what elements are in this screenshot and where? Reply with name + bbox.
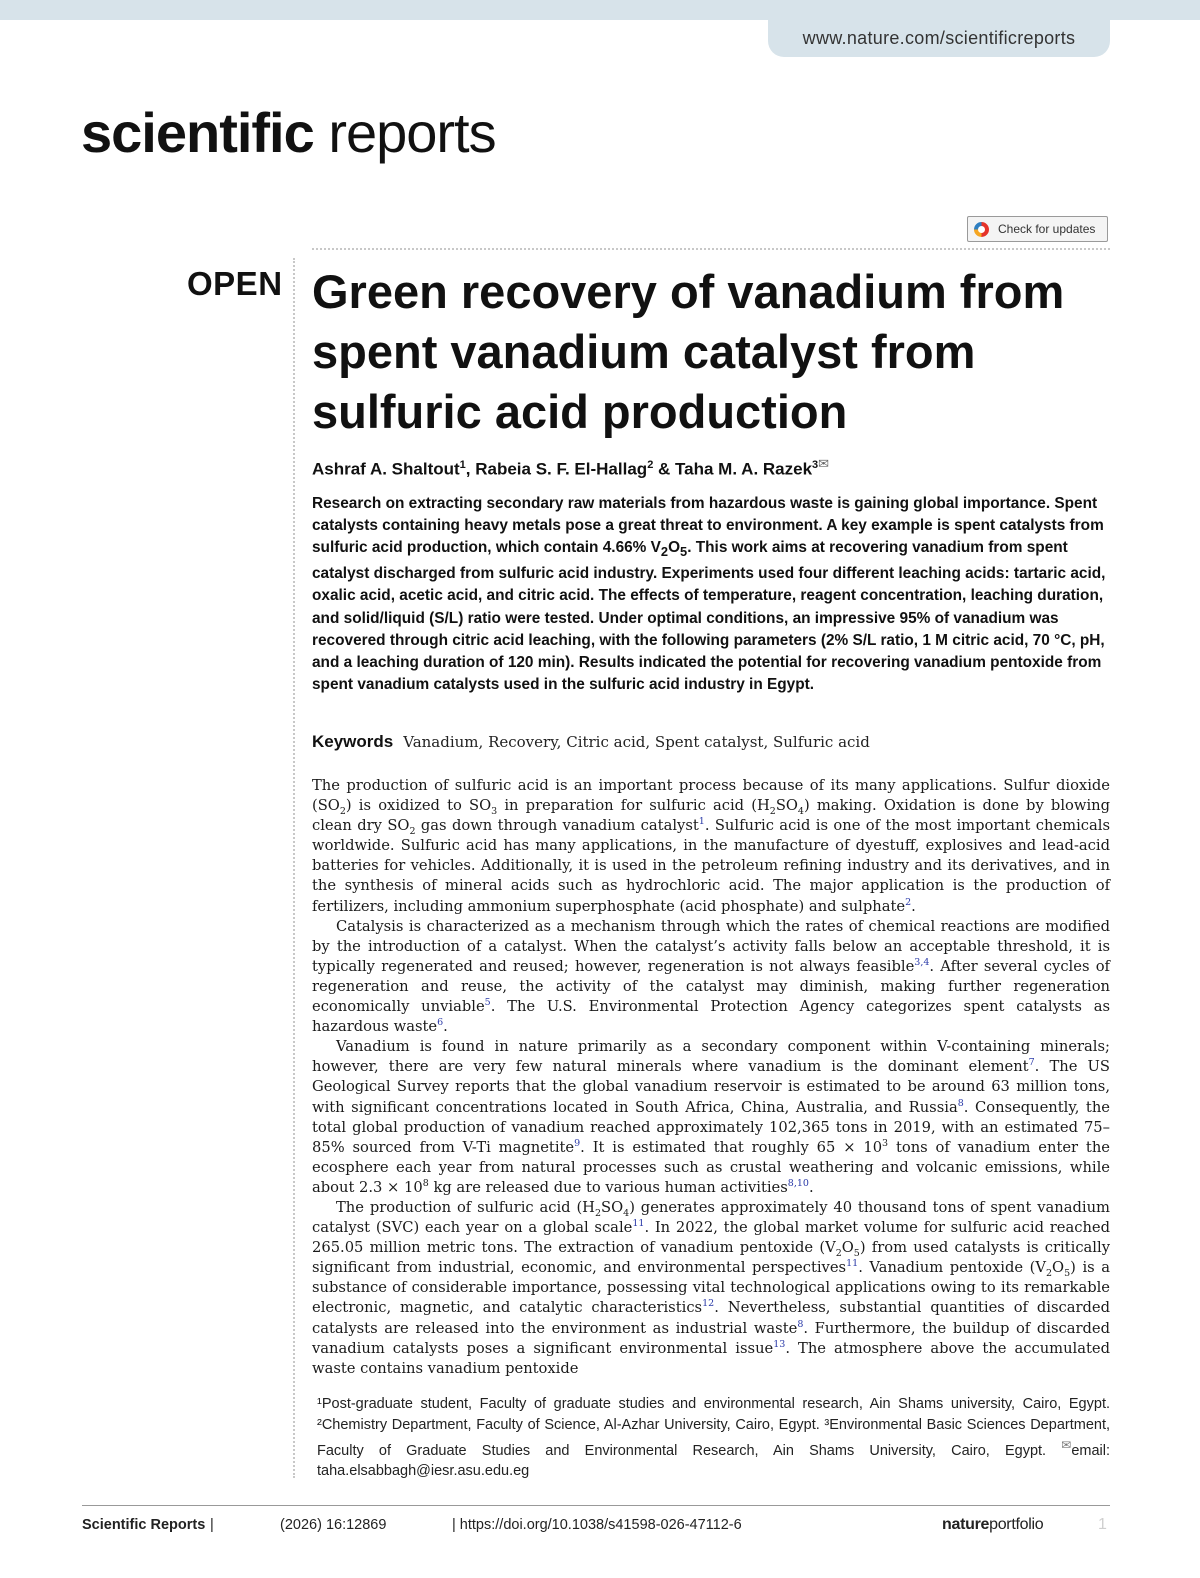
body-paragraph [312,917,1110,1038]
keywords-section [312,730,1110,754]
mail-icon[interactable]: ✉ [818,456,830,471]
body-text: . The US Geological Survey reports that the global vanadium reservoir is estimated to be around 63 million tons, with significant concentrations located in South Africa, China, Australia, and Russia [312,1058,1110,1116]
subscript: 2 [835,1248,842,1260]
body-text: SO [775,797,798,815]
body-text: ) generates approximately 40 thousand tons of spent vanadium catalyst (SVC) each year on a global scale [312,1198,1110,1237]
page-number: 1 [1098,1516,1107,1533]
citation-link[interactable]: 6 [437,1017,444,1029]
body-text: Catalysis is characterized as a mechanism through which the rates of chemical reactions are modified by the introduction of a catalyst. When the catalyst’s activity falls below an acceptable threshold, it is typically regenerated and reused; however, regeneration is not always feasible [312,917,1110,975]
top-bar [0,0,1200,20]
body-text: ) is a substance of considerable importance, possessing vital technological applications owing to its remarkable electronic, magnetic, and catalytic characteristics [312,1259,1111,1317]
author-separator: , [465,459,476,479]
body-text: SO [601,1198,624,1216]
body-text: . Vanadium pentoxide (V [858,1259,1046,1277]
subscript: 5 [1064,1268,1071,1280]
footer-volume: (2026) 16:12869 [280,1517,387,1533]
footer-divider [82,1505,1110,1506]
body-text: kg are released due to various human activities [428,1178,788,1196]
subscript: 2 [769,806,776,818]
check-for-updates-button[interactable] [967,216,1108,242]
exponent: 8 [422,1177,429,1189]
body-text: ) making. Oxidation is done by blowing clean dry SO [312,797,1111,835]
body-text: ) is oxidized to SO [345,797,492,815]
affiliations-text: ¹Post-graduate student, Faculty of graduate studies and environmental research, Ain Shams university, Cairo, Egypt. ²Chemistry Department, Faculty of Science, Al-Azhar University, Cairo, Egypt. ³Environmental Basic Sciences Department, Faculty of Graduate Studies and Environmental Research, Ain Shams University, Cairo, Egypt. [317,1396,1110,1459]
body-text: . The U.S. Environmental Protection Agency categorizes spent catalysts as hazardous waste [312,998,1110,1036]
logo-bold: scientific [81,101,314,164]
subscript: 5 [680,544,688,560]
nature-portfolio-logo [942,1515,1043,1535]
author-name[interactable]: Rabeia S. F. El-Hallag [475,459,648,479]
body-text: . The atmosphere above the accumulated waste contains vanadium pentoxide [312,1339,1110,1377]
journal-url-link[interactable]: www.nature.com/scientificreports [768,20,1110,57]
dotted-margin-rule [293,258,295,1478]
citation-link[interactable]: 8 [797,1318,804,1330]
footer-journal: Scientific Reports [82,1517,206,1533]
subscript: 5 [853,1248,860,1260]
citation-link[interactable]: 5 [484,997,491,1009]
body-paragraph [312,776,1110,917]
body-text: The production of sulfuric acid is an important process because of its many applications. Sulfur dioxide (SO [312,777,1110,815]
citation-link[interactable]: 11 [846,1258,859,1270]
affiliations-footnote [317,1394,1110,1482]
crossmark-icon [974,222,989,237]
body-text: . Furthermore, the buildup of discarded vanadium catalysts poses a significant environmental issue [312,1319,1110,1357]
affiliation-ref: 3 [812,459,819,471]
subscript: 2 [409,826,416,838]
journal-logo [81,98,496,168]
body-text: . It is estimated that roughly 65 × 10 [580,1138,883,1156]
body-paragraph [312,1037,1110,1198]
subscript: 4 [623,1207,630,1219]
subscript: 2 [594,1207,602,1219]
author-name[interactable]: Ashraf A. Shaltout [312,459,460,479]
logo-bold: nature [942,1516,990,1533]
body-text: . [911,897,916,915]
body-text: tons of vanadium enter the ecosphere each year from natural processes such as crustal weathering and volcanic emissions, while about 2.3 × 10 [312,1138,1110,1196]
article-title: Green recovery of vanadium from spent vanadium catalyst from sulfuric acid production [312,265,1065,438]
exponent: 3 [882,1137,889,1149]
abstract-text: . This work aims at recovering vanadium from spent catalyst discharged from sulfuric acid industry. Experiments used four different leaching acids: tartaric acid, oxalic acid, acetic acid, and citric acid. The effects of temperature, reagent concentration, leaching duration, and solid/liquid (S/L) ratio were tested. Under optimal conditions, an impressive 95% of vanadium was recovered through citric acid leaching, with the following parameters (2% S/L ratio, 1 M citric acid, 70 °C, pH, and a leaching duration of 120 min). Results indicated the potential for recovering vanadium pentoxide from spent vanadium catalysts used in the sulfuric acid industry in Egypt. [312,539,1106,693]
citation-link[interactable]: 11 [632,1218,645,1230]
subscript: 2 [339,806,346,818]
body-text: . [808,1178,814,1196]
abstract [312,493,1110,696]
body-text: . After several cycles of regeneration and reuse, the activity of the catalyst may diminish, making further regeneration economically unviable [312,957,1110,1016]
body-text: . [443,1018,448,1036]
subscript: 2 [1046,1268,1053,1280]
citation-link[interactable]: 7 [1028,1057,1035,1069]
author-separator: & [653,459,676,479]
body-text: gas down through vanadium catalyst [415,817,699,835]
logo-light: portfolio [989,1516,1044,1533]
body-text: . In 2022, the global market volume for sulfuric acid reached 265.05 million metric tons. The extraction of vanadium pentoxide (V [312,1219,1111,1257]
affiliation-ref: 2 [647,459,654,471]
dotted-divider [312,248,1110,250]
subscript: 3 [491,806,498,818]
author-list [312,451,1112,483]
check-updates-label: Check for updates [998,222,1096,236]
abstract-text: Research on extracting secondary raw materials from hazardous waste is gaining global importance. Spent catalysts containing heavy metals pose a great threat to environment. A key example is spent catalysts from sulfuric acid production, which contain 4.66% V [312,495,1104,557]
citation-link[interactable]: 8,10 [787,1177,809,1189]
logo-light: reports [328,101,496,164]
body-text: O [1052,1259,1065,1277]
body-text: . Sulfuric acid is one of the most important chemicals worldwide. Sulfuric acid has many applications, in the manufacture of dyestuff, explosives and lead-acid batteries for vehicles. Additionally, it is used in the petroleum refining industry and its derivatives, and in the synthesis of mineral acids such as hydrochloric acid. The major application is the production of fertilizers, including ammonium superphosphate (acid phosphate) and sulphate [312,817,1110,915]
footer-separator: | [210,1517,214,1533]
body-text: The production of sulfuric acid (H [336,1198,595,1216]
citation-link[interactable]: 12 [702,1298,715,1310]
citation-link[interactable]: 2 [905,896,912,908]
body-text: Vanadium is found in nature primarily as a secondary component within V-containing minerals; however, there are very few natural minerals where vanadium is the dominant element [312,1038,1110,1076]
corresponding-email[interactable]: email: taha.elsabbagh@iesr.asu.edu.eg [317,1442,1110,1480]
open-access-label: OPEN [187,265,283,302]
citation-link[interactable]: 8 [957,1097,964,1109]
citation-link[interactable]: 13 [773,1338,786,1350]
keywords-label: Keywords [312,732,394,751]
body-text: in preparation for sulfuric acid (H [497,797,770,815]
body-text: ) from used catalysts is critically significant from industrial, economic, and environmental perspectives [312,1239,1111,1277]
footer-doi-link[interactable]: | https://doi.org/10.1038/s41598-026-47112-6 [452,1517,742,1533]
article-body [312,776,1110,1379]
citation-link[interactable]: 9 [574,1137,581,1149]
abstract-text: O [668,539,681,557]
citation-link[interactable]: 3,4 [914,956,930,968]
body-text: . Consequently, the total global production of vanadium reached approximately 102,365 tons in 2019, with an estimated 75–85% sourced from V-Ti magnetite [312,1098,1110,1156]
body-text: . Nevertheless, substantial quantities of discarded catalysts are released into the environment as industrial waste [312,1299,1110,1337]
keywords-list: Vanadium, Recovery, Citric acid, Spent catalyst, Sulfuric acid [403,733,870,751]
mail-icon: ✉ [1061,1438,1072,1452]
citation-link[interactable]: 1 [698,816,705,828]
subscript: 4 [797,806,804,818]
body-text: O [841,1239,854,1257]
subscript: 2 [660,544,669,560]
affiliation-ref: 1 [459,459,466,471]
author-name[interactable]: Taha M. A. Razek [675,459,813,479]
body-paragraph [312,1198,1110,1379]
